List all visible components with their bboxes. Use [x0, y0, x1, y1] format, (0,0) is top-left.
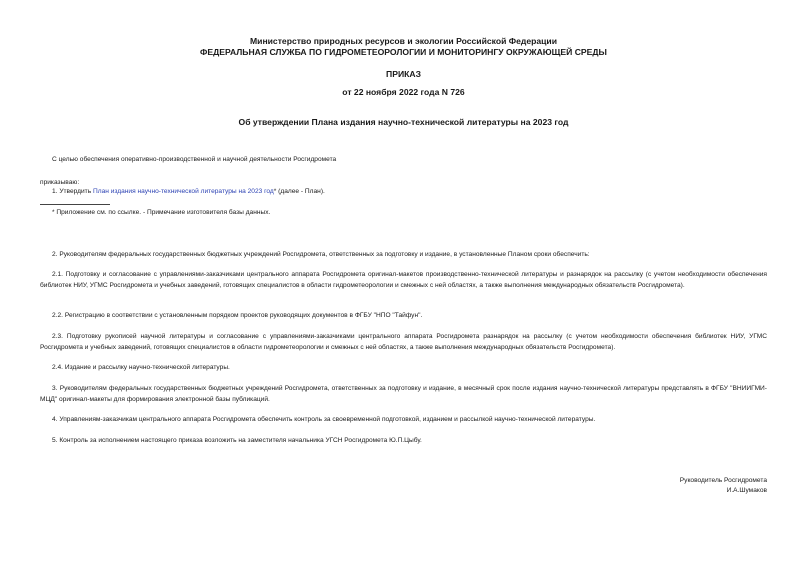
- item-1-suffix: * (далее - План).: [273, 188, 325, 195]
- item-1-prefix: 1. Утвердить: [52, 188, 93, 195]
- document-date-number: от 22 ноября 2022 года N 726: [342, 87, 465, 97]
- item-2-4: 2.4. Издание и рассылку научно-технической литературы.: [52, 364, 230, 371]
- item-1: [52, 187, 325, 198]
- footnote-divider: [40, 204, 110, 205]
- signature-name: И.А.Шумаков: [726, 487, 767, 494]
- signature-position: Руководитель Росгидромета: [679, 477, 767, 484]
- item-2: 2. Руководителям федеральных государственных бюджетных учреждений Росгидромета, ответственных за подготовку и издание, в установленные Планом сроки обеспечить:: [52, 251, 590, 258]
- item-4: 4. Управлениям-заказчикам центрального аппарата Росгидромета обеспечить контроль за своевременной подготовкой, изданием и рассылкой научно-технической литературы.: [52, 416, 596, 423]
- order-word: приказываю:: [40, 179, 80, 186]
- ministry-name: Министерство природных ресурсов и экологии Российской Федерации: [250, 36, 557, 46]
- preamble: С целью обеспечения оперативно-производственной и научной деятельности Росгидромета: [52, 156, 337, 163]
- item-5: 5. Контроль за исполнением настоящего приказа возложить на заместителя начальника УГСН Росгидромета Ю.П.Цыбу.: [52, 437, 422, 444]
- document-title: Об утверждении Плана издания научно-технической литературы на 2023 год: [238, 117, 569, 127]
- item-2-1: 2.1. Подготовку и согласование с управлениями-заказчиками центрального аппарата Росгидромета оригинал-макетов производственно-технической литературы и разнарядок на рассылку (с учетом необходимости обеспечения библиотек НИУ, УГМС Росгидромета и учебных заведений, готовящих специалистов в области гидрометеорологии и смежных с ней областях, а также выполнения международных обязательств Росгидромета).: [40, 271, 767, 289]
- footnote: * Приложение см. по ссылке. - Примечание изготовителя базы данных.: [52, 209, 271, 216]
- item-2-2: 2.2. Регистрацию в соответствии с установленным порядком проектов руководящих документов в ФГБУ "НПО "Тайфун".: [52, 312, 423, 319]
- plan-link[interactable]: План издания научно-технической литературы на 2023 год: [92, 188, 274, 195]
- service-name: ФЕДЕРАЛЬНАЯ СЛУЖБА ПО ГИДРОМЕТЕОРОЛОГИИ И МОНИТОРИНГУ ОКРУЖАЮЩЕЙ СРЕДЫ: [200, 47, 607, 57]
- document-type: ПРИКАЗ: [386, 69, 421, 79]
- item-2-3: 2.3. Подготовку рукописей научной литературы и согласование с управлениями-заказчиками центрального аппарата Росгидромета разнарядок на рассылку (с учетом необходимости обеспечения библиотек НИУ, УГМС Росгидромета и учебных заведений, готовящих специалистов в области гидрометеорологии и смежных с ней областях, а также выполнения международных обязательств Росгидромета).: [40, 333, 767, 351]
- item-3: 3. Руководителям федеральных государственных бюджетных учреждений Росгидромета, ответственных за подготовку и издание, в месячный срок после издания научно-технической литературы представлять в ФГБУ "ВНИИГМИ-МЦД" оригинал-макеты для формирования электронной базы публикаций.: [40, 385, 767, 403]
